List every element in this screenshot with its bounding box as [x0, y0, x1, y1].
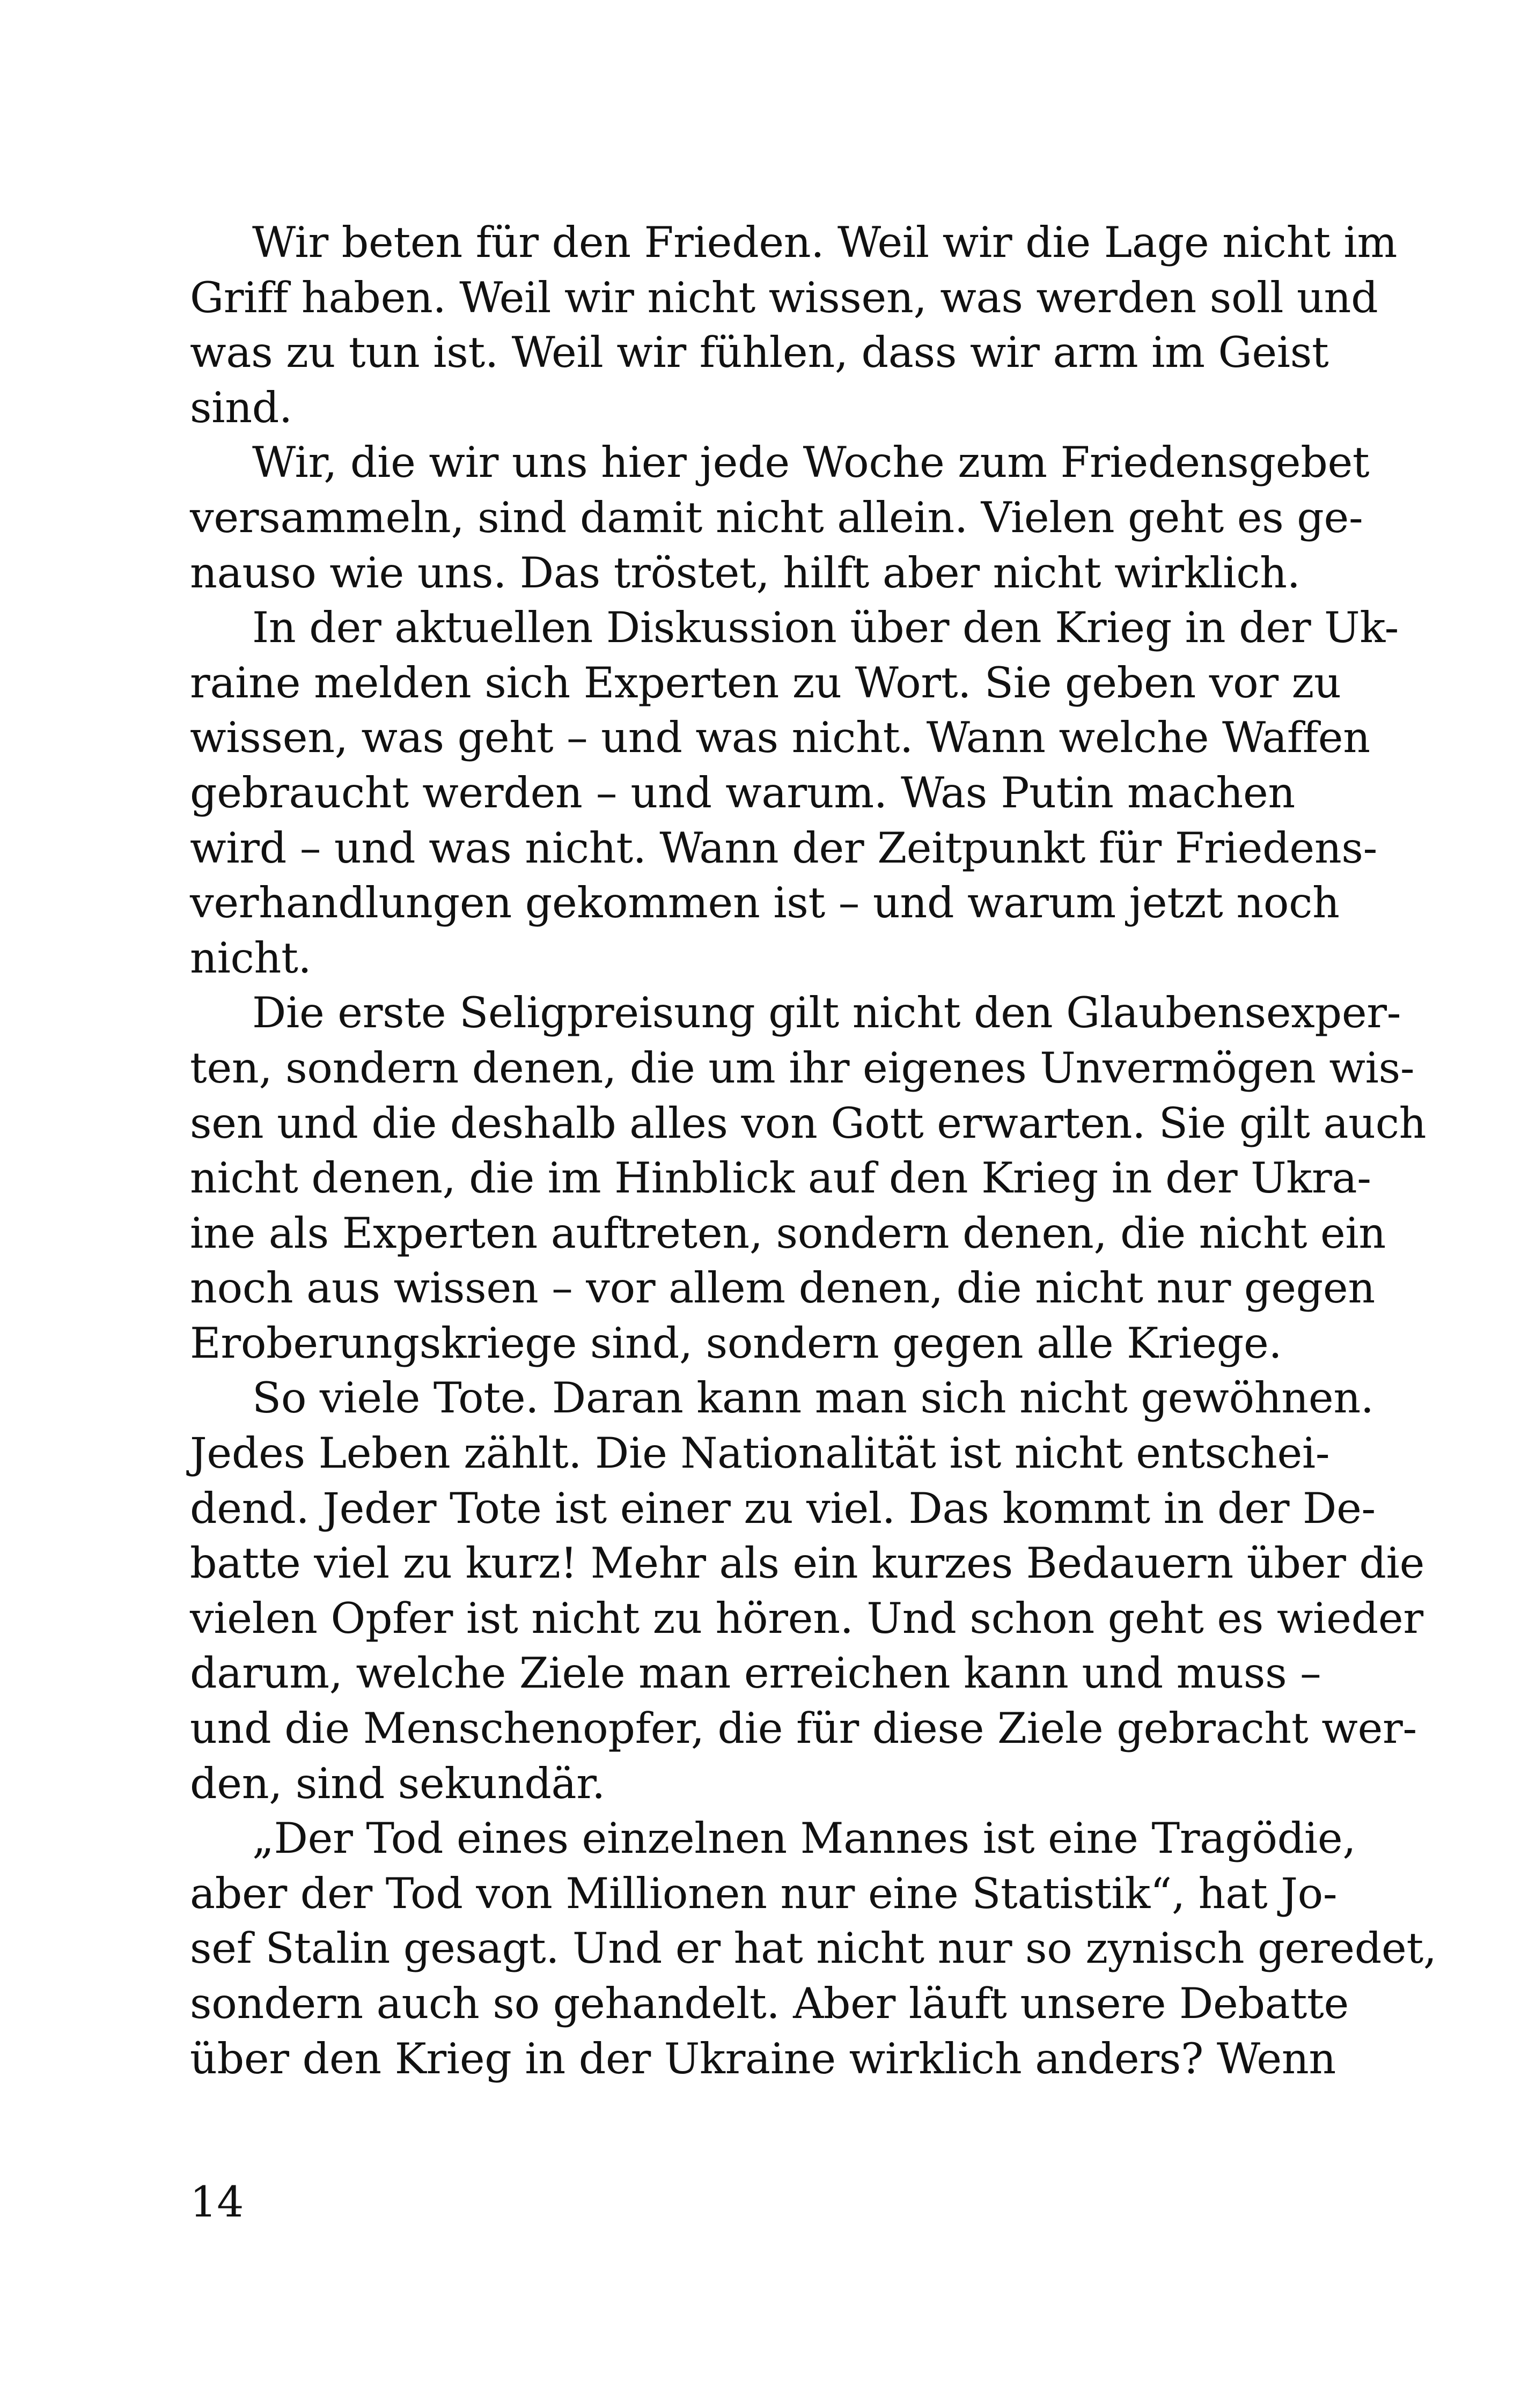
paragraph-6-line: sondern auch so gehandelt. Aber läuft unsere Debatte — [190, 1979, 1349, 2028]
paragraph-3-line: wissen, was geht – und was nicht. Wann welche Waffen — [190, 713, 1370, 763]
paragraph-4-line: sen und die deshalb alles von Gott erwarten. Sie gilt auch — [190, 1098, 1427, 1148]
paragraph-3-line: wird – und was nicht. Wann der Zeitpunkt für Friedens- — [190, 823, 1378, 873]
paragraph-4-line: ten, sondern denen, die um ihr eigenes Unvermögen wis- — [190, 1043, 1415, 1093]
paragraph-4-line: Eroberungskriege sind, sondern gegen alle Kriege. — [190, 1318, 1282, 1368]
paragraph-5-line: den, sind sekundär. — [190, 1758, 605, 1808]
paragraph-2-line: Wir, die wir uns hier jede Woche zum Friedensgebet — [252, 438, 1370, 488]
paragraph-1-line: sind. — [190, 382, 292, 432]
paragraph-5-line: So viele Tote. Daran kann man sich nicht gewöhnen. — [252, 1373, 1374, 1423]
paragraph-5-line: darum, welche Ziele man erreichen kann und muss – — [190, 1648, 1321, 1698]
paragraph-1-line: was zu tun ist. Weil wir fühlen, dass wir arm im Geist — [190, 328, 1329, 378]
paragraph-5-line: und die Menschenopfer, die für diese Ziele gebracht wer- — [190, 1704, 1417, 1754]
paragraph-4-line: Die erste Seligpreisung gilt nicht den Glaubensexper- — [252, 988, 1401, 1038]
paragraph-3-line: verhandlungen gekommen ist – und warum jetzt noch — [190, 878, 1340, 928]
paragraph-6-line: „Der Tod eines einzelnen Mannes ist eine Tragödie, — [252, 1814, 1356, 1864]
paragraph-3-line: In der aktuellen Diskussion über den Krieg in der Uk- — [252, 603, 1399, 653]
paragraph-1-line: Griff haben. Weil wir nicht wissen, was werden soll und — [190, 273, 1378, 322]
paragraph-4-line: ine als Experten auftreten, sondern denen, die nicht ein — [190, 1208, 1386, 1258]
paragraph-3-line: raine melden sich Experten zu Wort. Sie geben vor zu — [190, 658, 1341, 708]
body-text — [190, 215, 1437, 2086]
paragraph-2-line: versammeln, sind damit nicht allein. Vielen geht es ge- — [190, 492, 1363, 542]
paragraph-4-line: noch aus wissen – vor allem denen, die nicht nur gegen — [190, 1263, 1375, 1313]
page-number: 14 — [190, 2177, 244, 2227]
paragraph-4-line: nicht denen, die im Hinblick auf den Krieg in der Ukra- — [190, 1153, 1371, 1203]
paragraph-5-line: dend. Jeder Tote ist einer zu viel. Das kommt in der De- — [190, 1483, 1376, 1533]
paragraph-3-line: nicht. — [190, 933, 312, 983]
paragraph-6-line: sef Stalin gesagt. Und er hat nicht nur so zynisch geredet, — [190, 1924, 1437, 1973]
paragraph-6-line: über den Krieg in der Ukraine wirklich anders? Wenn — [190, 2034, 1336, 2083]
paragraph-5-line: vielen Opfer ist nicht zu hören. Und schon geht es wieder — [190, 1593, 1423, 1643]
paragraph-5-line: batte viel zu kurz! Mehr als ein kurzes Bedauern über die — [190, 1538, 1425, 1588]
paragraph-1-line: Wir beten für den Frieden. Weil wir die Lage nicht im — [252, 218, 1398, 267]
paragraph-5-line: Jedes Leben zählt. Die Nationalität ist nicht entschei- — [190, 1428, 1330, 1478]
paragraph-2-line: nauso wie uns. Das tröstet, hilft aber nicht wirklich. — [190, 548, 1300, 598]
paragraph-6-line: aber der Tod von Millionen nur eine Statistik“, hat Jo- — [190, 1868, 1338, 1918]
paragraph-3-line: gebraucht werden – und warum. Was Putin machen — [190, 768, 1295, 818]
